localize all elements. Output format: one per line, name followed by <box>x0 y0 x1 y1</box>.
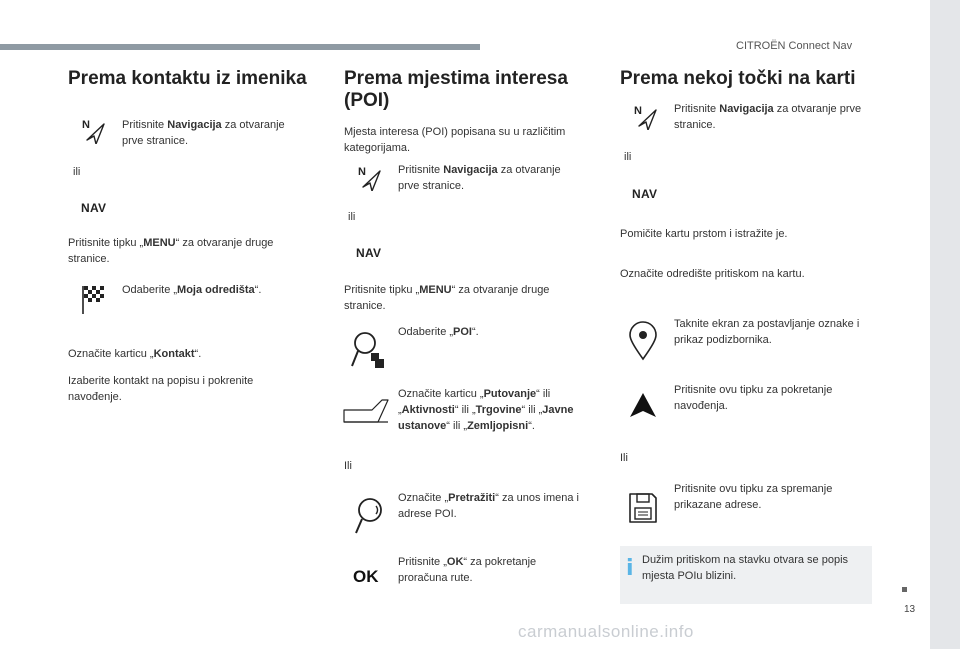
map-or-2: Ili <box>620 452 628 464</box>
poi-search-icon <box>350 330 386 370</box>
contacts-or: ili <box>73 166 81 178</box>
poi-tabs-text: Označite karticu „Putovanje“ ili „Aktivnosti“ ili „Trgovine“ ili „Javne ustanove“ ili „Zemljopisni“. <box>398 388 574 432</box>
map-pin-icon <box>627 321 659 361</box>
navigation-arrow-icon <box>80 118 106 144</box>
nav-button-icon: NAV <box>81 201 107 215</box>
poi-select-text: Odaberite „POI“. <box>398 326 479 338</box>
magnifier-icon <box>352 496 386 536</box>
contacts-tab-text: Označite karticu „Kontakt“. <box>68 348 202 360</box>
page-marker <box>902 587 907 592</box>
checkered-flag-icon <box>80 284 106 316</box>
poi-step-navigation: Pritisnite Navigacija za otvaranje prve stranice. <box>398 164 561 192</box>
poi-or: ili <box>348 211 356 223</box>
svg-text:N: N <box>358 166 366 178</box>
contacts-step-navigation: Pritisnite Navigacija za otvaranje prve stranice. <box>122 119 285 147</box>
map-step-navigation: Pritisnite Navigacija za otvaranje prve stranice. <box>674 103 862 131</box>
svg-text:N: N <box>634 105 642 117</box>
poi-intro-text: Mjesta interesa (POI) popisana su u različitim kategorijama. <box>344 126 566 154</box>
navigation-arrow-icon <box>356 165 382 191</box>
poi-menu-text: Pritisnite tipku „MENU“ za otvaranje druge stranice. <box>344 284 550 312</box>
info-note-text: Dužim pritiskom na stavku otvara se popis mjesta POIu blizini. <box>642 554 849 582</box>
section-title-poi: Prema mjestima interesa (POI) <box>344 68 568 111</box>
section-title-map: Prema nekoj točki na karti <box>620 68 856 89</box>
ok-button-icon: OK <box>353 567 379 586</box>
category-tab-icon <box>342 396 390 426</box>
poi-or-2: Ili <box>344 460 352 472</box>
map-start-text: Pritisnite ovu tipku za pokretanje navođenja. <box>674 384 833 412</box>
nav-button-icon: NAV <box>356 246 382 260</box>
contacts-destinations-text: Odaberite „Moja odredišta“. <box>122 284 262 296</box>
map-or: ili <box>624 151 632 163</box>
poi-ok-text: Pritisnite „OK“ za pokretanje proračuna rute. <box>398 556 537 584</box>
contacts-menu-text: Pritisnite tipku „MENU“ za otvaranje druge stranice. <box>68 237 274 265</box>
brand-name: CITROËN Connect Nav <box>736 40 853 52</box>
map-mark-text: Označite odredište pritiskom na kartu. <box>620 268 805 280</box>
page-number: 13 <box>904 604 916 615</box>
section-title-contacts: Prema kontaktu iz imenika <box>68 68 307 89</box>
nav-button-icon: NAV <box>632 187 658 201</box>
start-navigation-icon <box>628 391 658 419</box>
watermark: carmanualsonline.info <box>518 622 694 641</box>
svg-text:N: N <box>82 119 90 131</box>
map-move-text: Pomičite kartu prstom i istražite je. <box>620 228 788 240</box>
map-touch-text: Taknite ekran za postavljanje oznake i prikaz podizbornika. <box>674 318 860 346</box>
page-edge-strip <box>930 0 960 649</box>
navigation-arrow-icon <box>632 104 658 130</box>
info-icon: i <box>626 556 634 581</box>
header-rule <box>0 44 480 50</box>
save-icon <box>628 492 658 524</box>
poi-search-text: Označite „Pretražiti“ za unos imena i adrese POI. <box>398 492 579 520</box>
map-save-text: Pritisnite ovu tipku za spremanje prikazane adrese. <box>674 483 833 511</box>
contacts-select-text: Izaberite kontakt na popisu i pokrenite navođenje. <box>68 375 254 403</box>
